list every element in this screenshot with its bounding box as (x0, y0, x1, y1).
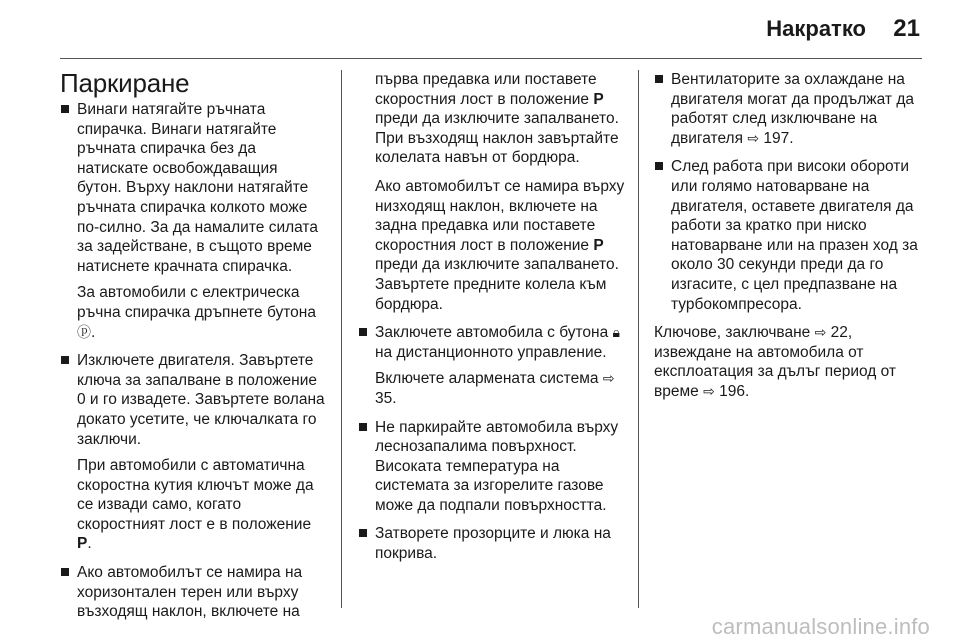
page-reference: 197. (759, 129, 794, 147)
bullet-item (60, 563, 326, 622)
paragraph (375, 369, 626, 408)
bullet-square-icon (359, 423, 367, 431)
text-run: на дистанционното управление. (375, 343, 607, 361)
column-3 (654, 70, 926, 411)
bullet-square-icon (359, 328, 367, 336)
section-title: Паркиране (60, 68, 190, 98)
paragraph (77, 283, 326, 342)
text-run: . (91, 323, 96, 341)
page-number: 21 (893, 15, 920, 42)
bullet-square-icon (655, 162, 663, 170)
bullet-square-icon (655, 75, 663, 83)
paragraph: Затворете прозорците и люка на покрива. (375, 525, 611, 563)
paragraph: Изключете двигателя. Завъртете ключа за запалване в положение 0 и го извадете. Завъртете волана докато усетите, че ключалката го заключи. (77, 352, 325, 448)
text-run: Ако автомобилът се намира върху низходящ наклон, включете на задна предавка или поставете скоростния лост в положение (375, 177, 625, 254)
bullet-item (358, 323, 626, 408)
text-run: При автомобили с автоматична скоростна кутия ключът може да се извади само, когато скоростният лост е в положение (77, 457, 314, 533)
bullet-item (358, 524, 626, 563)
text-run: първа предавка или поставете скоростния лост в положение (375, 71, 597, 108)
paragraph: Винаги натягайте ръчната спирачка. Винаги натягайте ръчната спирачка без да натискате освобождаващия бутон. Върху наклони натягайте ръчната спирачка колкото може по-силно. За да намалите силата за задействане, в същото време натиснете крачната спирачка. (77, 101, 318, 275)
text-run: преди да изключите запалването. При възходящ наклон завъртайте колелата навън от бордюра. (375, 110, 619, 167)
bullet-item (654, 70, 926, 148)
watermark: carmanualsonline.info (711, 614, 930, 639)
bold-text: P (593, 90, 604, 108)
paragraph (358, 70, 626, 168)
text-run: За автомобили с електрическа ръчна спирачка дръпнете бутона (77, 284, 316, 321)
parking-brake-icon: ⓟ (77, 323, 91, 340)
paragraph: Ако автомобилът се намира на хоризонтален терен или върху възходящ наклон, включете на (77, 564, 303, 621)
lock-icon: 🔒︎ (612, 324, 620, 341)
bold-text: P (77, 535, 88, 553)
reference-arrow-icon: ⇨ (814, 324, 827, 341)
page-reference: 22, (826, 324, 853, 342)
bullet-item (358, 418, 626, 516)
text-run: извеждане на автомобила от експлоатация за дълъг период от време (654, 343, 897, 400)
text-run: Заключете автомобила с бутона (375, 324, 613, 342)
paragraph (77, 456, 326, 554)
bullet-item (60, 100, 326, 342)
text-run: Включете алармената система (375, 370, 603, 388)
reference-arrow-icon: ⇨ (602, 370, 615, 387)
bullet-item (60, 351, 326, 554)
text-run: Ключове, заключване (654, 324, 815, 342)
bullet-square-icon (61, 356, 69, 364)
page-reference: 35. (375, 389, 397, 407)
bullet-item (654, 157, 926, 314)
paragraph (654, 323, 926, 401)
reference-arrow-icon: ⇨ (703, 382, 715, 399)
bullet-square-icon (61, 105, 69, 113)
column-divider-2 (638, 70, 639, 608)
text-run: Вентилаторите за охлаждане на двигателя могат да продължат да работят след изключване на двигателя (671, 71, 914, 147)
text-run: . (87, 535, 92, 553)
paragraph (671, 70, 926, 148)
page-reference: 196. (714, 382, 750, 400)
bullet-square-icon (359, 529, 367, 537)
header-title: Накратко (766, 16, 866, 41)
reference-arrow-icon: ⇨ (747, 129, 760, 146)
bullet-square-icon (61, 568, 69, 576)
paragraph: Не паркирайте автомобила върху леснозапалима повърхност. Високата температура на системата за изгорелите газове може да подпали повърхността. (375, 418, 619, 514)
column-divider-1 (341, 70, 342, 608)
paragraph (375, 323, 626, 362)
column-2 (358, 70, 626, 573)
bold-text: P (593, 236, 604, 254)
page-header (0, 0, 960, 62)
header-divider (60, 58, 922, 59)
column-1 (60, 68, 326, 631)
paragraph: След работа при високи обороти или голямо натоварване на двигателя, оставете двигателя да работи за кратко при ниско натоварване или на празен ход за около 30 секунди преди да го изгасите, с цел предпазване на турбокомпресора. (671, 158, 918, 313)
text-run: преди да изключите запалването. Завъртете предните колела към бордюра. (375, 256, 619, 313)
paragraph (358, 177, 626, 314)
